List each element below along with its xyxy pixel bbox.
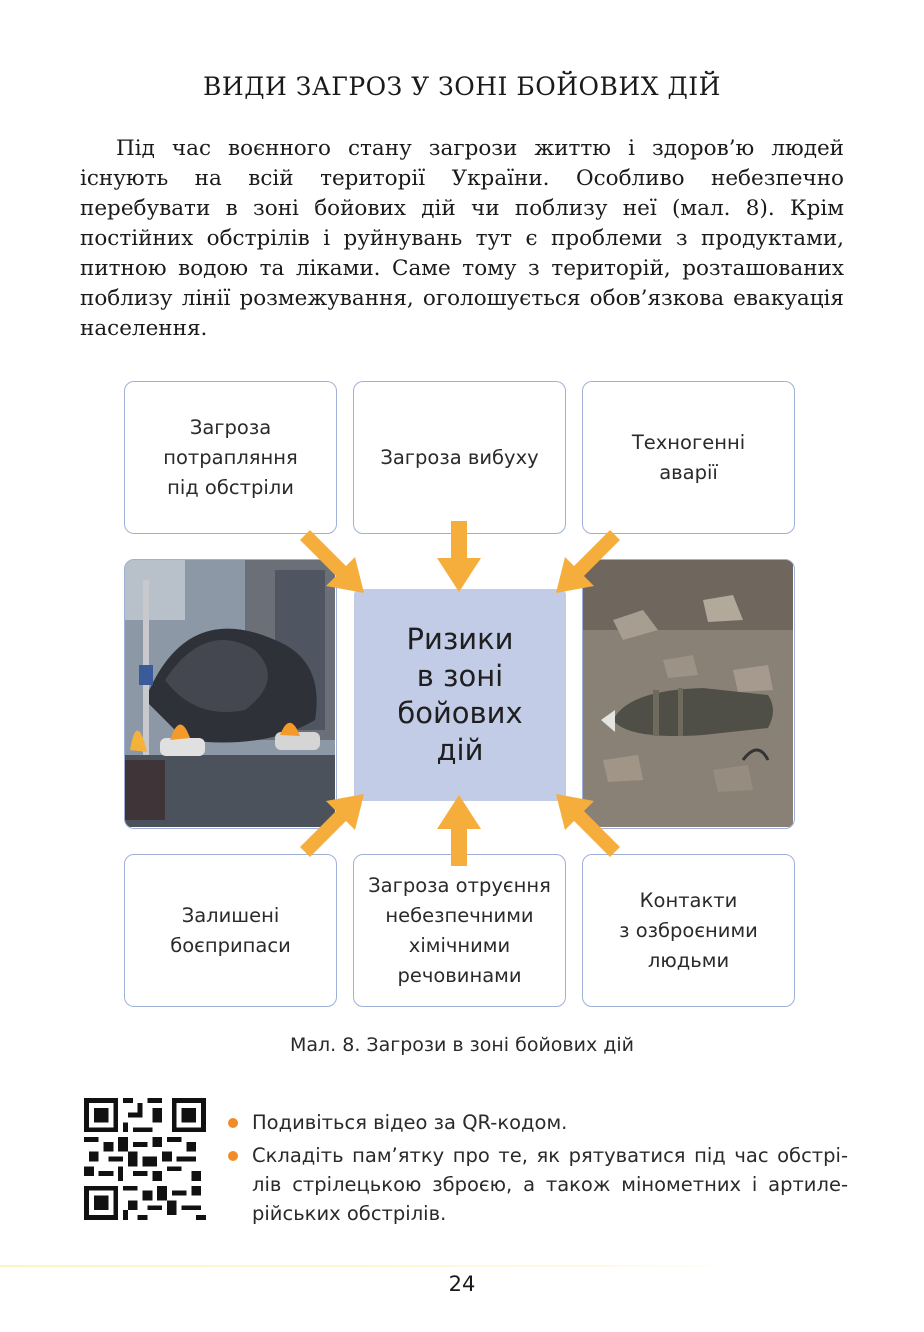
figure-caption: Мал. 8. Загрози в зоні бойових дій <box>289 1034 635 1056</box>
arrow-top-center <box>437 521 481 592</box>
threat-box-technogenic: Техногенні аварії <box>582 381 795 534</box>
task-list <box>228 1108 848 1232</box>
task-text: Складіть пам’ятку про те, як рятуватися під час обстрілів стрілецькою зброєю, а також мінометних і артилерійських обстрілів. <box>252 1144 848 1225</box>
arrow-bottom-left <box>305 794 364 852</box>
footer-divider <box>0 1265 760 1267</box>
threat-box-leftover-ammunition: Залишені боєприпаси <box>124 854 337 1007</box>
threat-box-chemical-poisoning: Загроза отруєння небезпечними хімічними речовинами <box>353 854 566 1007</box>
threat-box-shelling: Загроза потрапляння під обстріли <box>124 381 337 534</box>
threat-box-explosion: Загроза вибуху <box>353 381 566 534</box>
arrow-top-left <box>305 535 364 593</box>
intro-paragraph: Під час воєнного стану загрози життю і здоров’ю людей існують на всій території України. Особливо небезпечно перебувати в зоні бойових дій чи поблизу неї (мал. 8). Крім постійних обстрілів і руйнувань тут є проблеми з продуктами, питною водою та ліками. Саме тому з територій, розташованих поблизу лінії розмежування, оголошується обов’язкова евакуація населення. <box>80 136 844 341</box>
arrow-top-right <box>556 535 615 593</box>
arrow-bottom-right <box>556 794 615 852</box>
bullet-icon <box>228 1151 238 1161</box>
central-risks-box: Ризики в зоні бойових дій <box>354 589 566 801</box>
qr-code-icon[interactable] <box>84 1098 206 1220</box>
arrow-bottom-center <box>437 795 481 866</box>
bullet-icon <box>228 1118 238 1128</box>
task-item <box>228 1141 848 1228</box>
task-text: Подивіться відео за QR-кодом. <box>252 1111 568 1134</box>
section-heading: ВИДИ ЗАГРОЗ У ЗОНІ БОЙОВИХ ДІЙ <box>203 72 721 101</box>
page-number: 24 <box>448 1272 476 1296</box>
threat-box-armed-people: Контакти з озброєними людьми <box>582 854 795 1007</box>
task-item <box>228 1108 848 1137</box>
